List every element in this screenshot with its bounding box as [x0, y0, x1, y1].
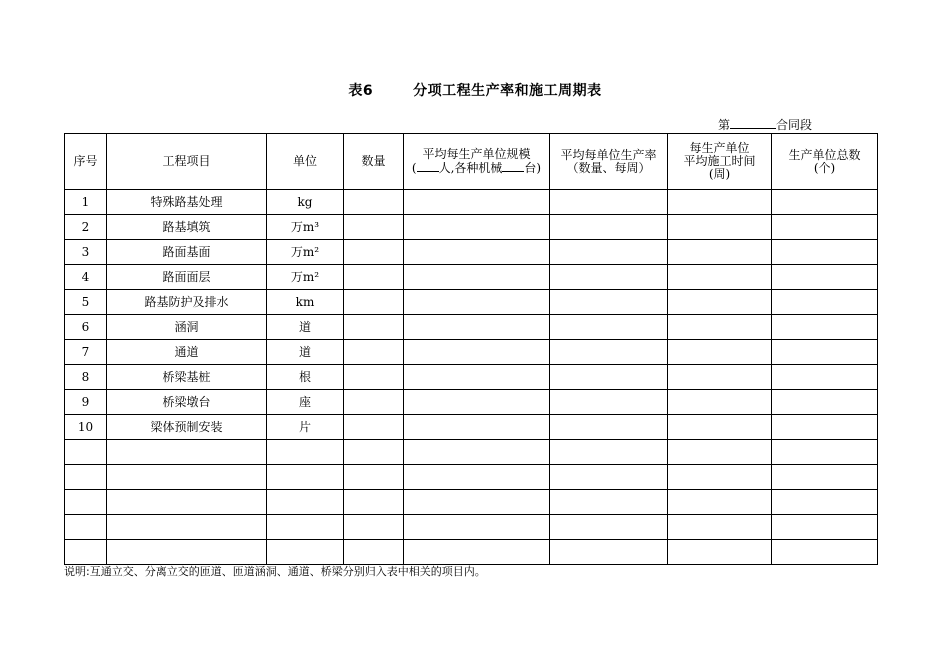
- cell-total[interactable]: [772, 540, 878, 565]
- cell-quantity[interactable]: [344, 540, 404, 565]
- header-scale-units: 台): [524, 161, 542, 175]
- header-period: [668, 134, 772, 190]
- cell-period[interactable]: [668, 265, 772, 290]
- cell-total[interactable]: [772, 315, 878, 340]
- header-total-line1: 生产单位总数: [788, 147, 861, 162]
- contract-section-label: [718, 116, 812, 133]
- cell-rate[interactable]: [550, 315, 668, 340]
- header-row: [65, 134, 878, 190]
- table-row: [65, 315, 878, 340]
- header-rate-line2: （数量、每周）: [566, 160, 651, 175]
- cell-period[interactable]: [668, 190, 772, 215]
- cell-period[interactable]: [668, 365, 772, 390]
- cell-seq: 2: [65, 215, 107, 240]
- header-quantity: 数量: [344, 134, 404, 190]
- cell-total[interactable]: [772, 265, 878, 290]
- cell-quantity[interactable]: [344, 465, 404, 490]
- cell-total[interactable]: [772, 240, 878, 265]
- cell-seq[interactable]: [65, 440, 107, 465]
- header-period-line3: (周): [708, 167, 731, 181]
- cell-total[interactable]: [772, 415, 878, 440]
- cell-quantity[interactable]: [344, 415, 404, 440]
- header-period-line2: 平均施工时间: [683, 154, 756, 168]
- cell-unit: kg: [267, 190, 344, 215]
- table-row: [65, 215, 878, 240]
- table-note: 说明:互通立交、分离立交的匝道、匝道涵洞、通道、桥梁分别归入表中相关的项目内。: [64, 565, 486, 578]
- cell-seq: 7: [65, 340, 107, 365]
- contract-number-blank[interactable]: [730, 118, 776, 129]
- machines-blank: [502, 161, 524, 172]
- cell-unit: 座: [267, 390, 344, 415]
- cell-quantity[interactable]: [344, 365, 404, 390]
- table-row: [65, 340, 878, 365]
- header-total: [772, 134, 878, 190]
- cell-unit: 万m²: [267, 240, 344, 265]
- cell-item: 特殊路基处理: [107, 190, 267, 215]
- table-row: [65, 415, 878, 440]
- table-row: [65, 240, 878, 265]
- cell-unit[interactable]: [267, 490, 344, 515]
- cell-rate[interactable]: [550, 490, 668, 515]
- cell-total[interactable]: [772, 440, 878, 465]
- cell-scale[interactable]: [404, 440, 550, 465]
- cell-scale[interactable]: [404, 415, 550, 440]
- cell-unit[interactable]: [267, 440, 344, 465]
- cell-scale[interactable]: [404, 240, 550, 265]
- cell-seq: 8: [65, 365, 107, 390]
- empty-row: [65, 490, 878, 515]
- table-row: [65, 190, 878, 215]
- cell-rate[interactable]: [550, 215, 668, 240]
- cell-unit[interactable]: [267, 540, 344, 565]
- cell-total[interactable]: [772, 390, 878, 415]
- cell-seq: 6: [65, 315, 107, 340]
- cell-period[interactable]: [668, 390, 772, 415]
- cell-seq: 1: [65, 190, 107, 215]
- cell-rate[interactable]: [550, 440, 668, 465]
- table-number: 表6: [348, 83, 374, 99]
- cell-seq: 3: [65, 240, 107, 265]
- cell-total[interactable]: [772, 490, 878, 515]
- cell-scale[interactable]: [404, 265, 550, 290]
- cell-seq: 9: [65, 390, 107, 415]
- cell-item: 路面基面: [107, 240, 267, 265]
- cell-seq: 5: [65, 290, 107, 315]
- cell-period[interactable]: [668, 490, 772, 515]
- cell-unit: km: [267, 290, 344, 315]
- cell-rate[interactable]: [550, 190, 668, 215]
- cell-unit: 万m²: [267, 265, 344, 290]
- cell-rate[interactable]: [550, 365, 668, 390]
- cell-unit[interactable]: [267, 515, 344, 540]
- cell-item: 梁体预制安装: [107, 415, 267, 440]
- cell-rate[interactable]: [550, 340, 668, 365]
- cell-period[interactable]: [668, 515, 772, 540]
- cell-quantity[interactable]: [344, 190, 404, 215]
- header-total-line2: (个): [813, 160, 836, 175]
- cell-seq: 10: [65, 415, 107, 440]
- cell-rate[interactable]: [550, 290, 668, 315]
- table-row: [65, 390, 878, 415]
- header-rate-line1: 平均每单位生产率: [560, 147, 657, 162]
- header-item: 工程项目: [107, 134, 267, 190]
- cell-scale[interactable]: [404, 540, 550, 565]
- table-row: [65, 265, 878, 290]
- cell-quantity[interactable]: [344, 290, 404, 315]
- cell-scale[interactable]: [404, 490, 550, 515]
- cell-total[interactable]: [772, 290, 878, 315]
- empty-row: [65, 515, 878, 540]
- cell-quantity[interactable]: [344, 440, 404, 465]
- cell-seq[interactable]: [65, 490, 107, 515]
- header-scale-paren-open: (: [411, 161, 417, 175]
- cell-item[interactable]: [107, 490, 267, 515]
- cell-period[interactable]: [668, 340, 772, 365]
- empty-row: [65, 465, 878, 490]
- cell-quantity[interactable]: [344, 215, 404, 240]
- cell-item: 桥梁墩台: [107, 390, 267, 415]
- header-unit: 单位: [267, 134, 344, 190]
- persons-blank: [417, 161, 439, 172]
- cell-period[interactable]: [668, 215, 772, 240]
- cell-seq: 4: [65, 265, 107, 290]
- cell-rate[interactable]: [550, 265, 668, 290]
- cell-item[interactable]: [107, 465, 267, 490]
- header-rate: [550, 134, 668, 190]
- cell-unit: 片: [267, 415, 344, 440]
- cell-scale[interactable]: [404, 465, 550, 490]
- header-scale-line1: 平均每生产单位规模: [422, 147, 531, 161]
- empty-row: [65, 440, 878, 465]
- cell-rate[interactable]: [550, 515, 668, 540]
- cell-total[interactable]: [772, 190, 878, 215]
- cell-item: 涵洞: [107, 315, 267, 340]
- cell-total[interactable]: [772, 515, 878, 540]
- cell-rate[interactable]: [550, 240, 668, 265]
- cell-item: 桥梁基桩: [107, 365, 267, 390]
- cell-item: 路基防护及排水: [107, 290, 267, 315]
- cell-seq[interactable]: [65, 540, 107, 565]
- header-scale: [404, 134, 550, 190]
- table-row: [65, 365, 878, 390]
- cell-unit: 万m³: [267, 215, 344, 240]
- cell-quantity[interactable]: [344, 265, 404, 290]
- cell-period[interactable]: [668, 315, 772, 340]
- cell-quantity[interactable]: [344, 315, 404, 340]
- cell-scale[interactable]: [404, 190, 550, 215]
- cell-unit: 根: [267, 365, 344, 390]
- contract-prefix: 第: [718, 118, 731, 132]
- header-scale-persons-machines: 人,各种机械: [438, 161, 503, 175]
- table-row: [65, 290, 878, 315]
- cell-rate[interactable]: [550, 415, 668, 440]
- cell-period[interactable]: [668, 290, 772, 315]
- cell-quantity[interactable]: [344, 490, 404, 515]
- cell-quantity[interactable]: [344, 240, 404, 265]
- cell-seq[interactable]: [65, 515, 107, 540]
- cell-item[interactable]: [107, 540, 267, 565]
- cell-period[interactable]: [668, 240, 772, 265]
- cell-scale[interactable]: [404, 315, 550, 340]
- cell-period[interactable]: [668, 415, 772, 440]
- cell-scale[interactable]: [404, 515, 550, 540]
- document-title: [0, 80, 950, 100]
- cell-rate[interactable]: [550, 465, 668, 490]
- cell-total[interactable]: [772, 340, 878, 365]
- cell-total[interactable]: [772, 365, 878, 390]
- cell-item: 通道: [107, 340, 267, 365]
- cell-period[interactable]: [668, 440, 772, 465]
- cell-scale[interactable]: [404, 340, 550, 365]
- cell-total[interactable]: [772, 215, 878, 240]
- cell-scale[interactable]: [404, 390, 550, 415]
- cell-item[interactable]: [107, 515, 267, 540]
- cell-unit: 道: [267, 315, 344, 340]
- cell-quantity[interactable]: [344, 390, 404, 415]
- header-scale-line2: [404, 161, 549, 175]
- header-seq: 序号: [65, 134, 107, 190]
- cell-item: 路面面层: [107, 265, 267, 290]
- empty-row: [65, 540, 878, 565]
- cell-period[interactable]: [668, 465, 772, 490]
- cell-item[interactable]: [107, 440, 267, 465]
- cell-scale[interactable]: [404, 215, 550, 240]
- cell-rate[interactable]: [550, 390, 668, 415]
- cell-quantity[interactable]: [344, 340, 404, 365]
- cell-unit[interactable]: [267, 465, 344, 490]
- cell-seq[interactable]: [65, 465, 107, 490]
- table-title: 分项工程生产率和施工周期表: [413, 83, 602, 99]
- cell-quantity[interactable]: [344, 515, 404, 540]
- cell-rate[interactable]: [550, 540, 668, 565]
- cell-item: 路基填筑: [107, 215, 267, 240]
- contract-suffix: 合同段: [776, 118, 813, 132]
- cell-total[interactable]: [772, 465, 878, 490]
- cell-unit: 道: [267, 340, 344, 365]
- cell-scale[interactable]: [404, 365, 550, 390]
- cell-scale[interactable]: [404, 290, 550, 315]
- header-period-line1: 每生产单位: [689, 141, 750, 155]
- cell-period[interactable]: [668, 540, 772, 565]
- productivity-table: [64, 133, 878, 565]
